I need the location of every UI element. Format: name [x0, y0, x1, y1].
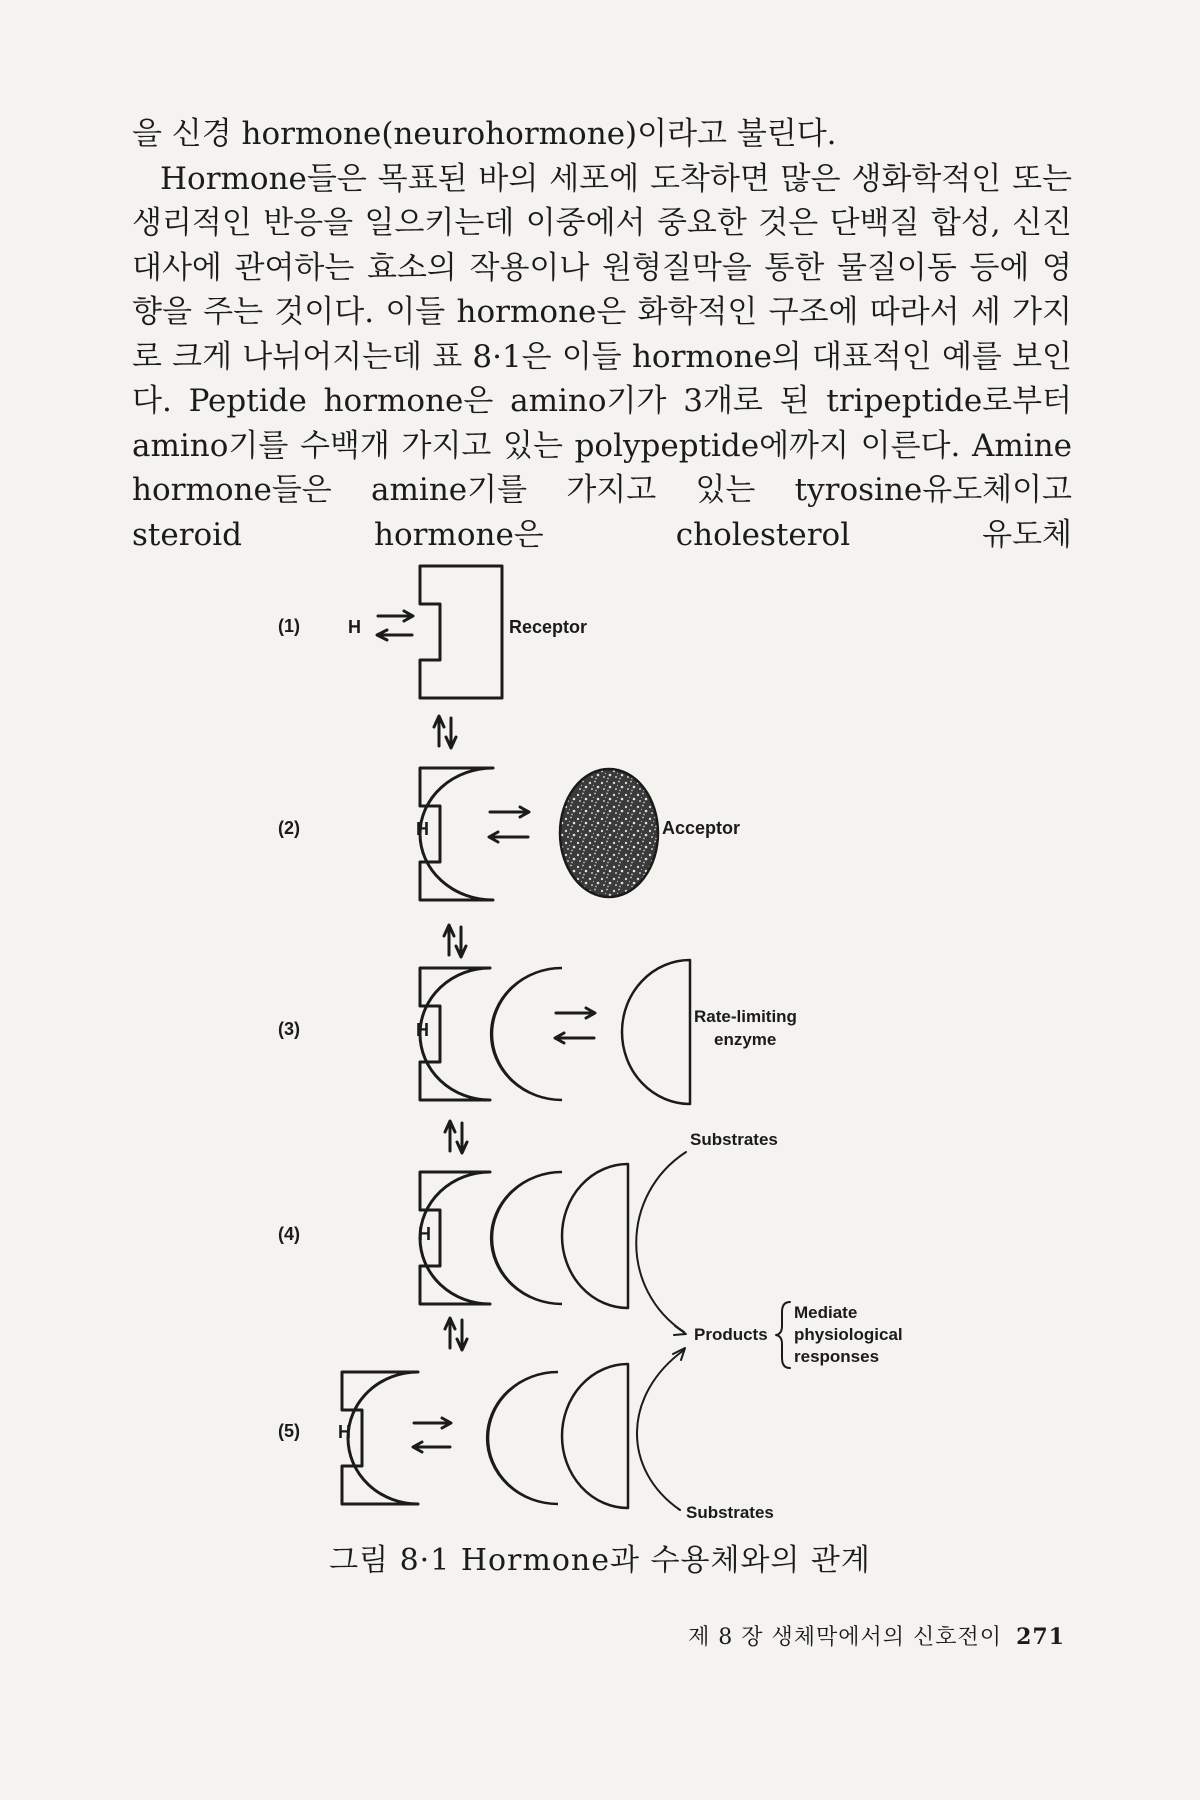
complex-shape-2 [420, 768, 493, 900]
enzyme-label: enzyme [714, 1030, 777, 1049]
substrate-curve-top [636, 1152, 686, 1332]
acceptor-crescent-5 [487, 1372, 558, 1504]
enzyme-shape-4 [562, 1164, 628, 1308]
step-label-2: (2) [278, 818, 300, 838]
complex-shape-5 [342, 1372, 418, 1504]
substrates-top-label: Substrates [690, 1130, 778, 1149]
physiological-label: physiological [794, 1325, 903, 1344]
hormone-label-4: H [418, 1224, 431, 1244]
transition-arrows-2-3 [444, 925, 466, 957]
hormone-label-5: H [338, 1422, 351, 1442]
step-label-3: (3) [278, 1019, 300, 1039]
complex-shape-3 [420, 968, 490, 1100]
step-label-4: (4) [278, 1224, 300, 1244]
page-number: 271 [1016, 1624, 1065, 1650]
acceptor-crescent-4 [491, 1172, 562, 1304]
acceptor-crescent-3 [491, 968, 562, 1100]
transition-arrows-1-2 [434, 716, 456, 748]
transition-arrows-4-5 [445, 1318, 467, 1350]
paragraph-continued: 을 신경 hormone(neurohormone)이라고 불린다. [132, 116, 837, 152]
substrates-bottom-label: Substrates [686, 1503, 774, 1522]
acceptor-oval-2 [560, 769, 658, 897]
page-footer [688, 1620, 1065, 1651]
hormone-label-1: H [348, 617, 361, 637]
responses-label: responses [794, 1347, 880, 1366]
acceptor-label: Acceptor [662, 818, 741, 838]
hormone-label-2: H [416, 819, 429, 839]
enzyme-shape-5 [562, 1364, 628, 1508]
rate-limiting-label: Rate-limiting [694, 1007, 797, 1026]
substrate-curve-bottom [637, 1350, 684, 1510]
mediate-label: Mediate [794, 1303, 858, 1322]
transition-arrows-3-4 [445, 1121, 467, 1153]
products-label: Products [694, 1325, 768, 1344]
enzyme-shape-3 [622, 960, 690, 1104]
receptor-shape-1 [420, 566, 502, 698]
step-label-5: (5) [278, 1421, 300, 1441]
receptor-label: Receptor [509, 617, 588, 637]
step-label-1: (1) [278, 616, 300, 636]
figure-caption: 그림 8·1 Hormone과 수용체와의 관계 [329, 1543, 871, 1578]
paragraph-hormones: Hormone들은 목표된 바의 세포에 도착하면 많은 생화학적인 또는 생리적인 반응을 일으키는데 이중에서 중요한 것은 단백질 합성, 신진대사에 관여하는 효소의 작용이나 원형질막을 통한 물질이동 등에 영향을 주는 것이다. 이들 hormone은 화학적인 구조에 따라서 세 가지로 크게 나뉘어지는데 표 8·1은 이들 hormone의 대표적인 예를 보인다. Peptide hormone은 amino기가 3개로 된 tripeptide로부터 amino기를 수백개 가지고 있는 polypeptide에까지 이른다. Amine hormone들은 amine기를 가지고 있는 tyrosine유도체이고 steroid hormone은 cholesterol 유도체 [132, 160, 1072, 553]
hormone-label-3: H [416, 1020, 429, 1040]
chapter-title: 제 8 장 생체막에서의 신호전이 [688, 1625, 1003, 1650]
response-brace [776, 1302, 790, 1368]
